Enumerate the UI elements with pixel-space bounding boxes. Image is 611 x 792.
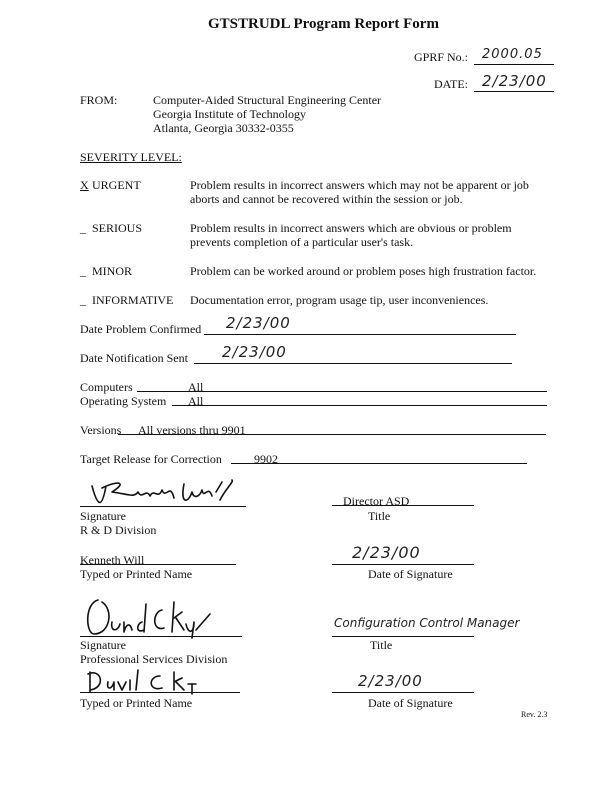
gprf-value: 2000.05 <box>482 47 543 62</box>
severity-urgent-mark: X <box>80 178 89 192</box>
from-line-3: Atlanta, Georgia 30332-0355 <box>153 121 294 135</box>
os-value: All <box>188 394 204 408</box>
severity-minor-mark: _ <box>80 264 86 278</box>
signature-1-line <box>80 506 246 507</box>
title-2-label: Title <box>370 638 393 652</box>
date-signature-2-value: 2/23/00 <box>358 672 423 690</box>
date-confirmed-label: Date Problem Confirmed <box>80 322 202 336</box>
gprf-underline <box>474 64 554 65</box>
severity-heading: SEVERITY LEVEL: <box>80 150 182 164</box>
date-confirmed-value: 2/23/00 <box>226 314 291 332</box>
gprf-label: GPRF No.: <box>414 50 469 64</box>
date-signature-1-line <box>332 564 474 565</box>
date-notification-value: 2/23/00 <box>222 343 287 361</box>
severity-minor-label: MINOR <box>92 264 133 278</box>
date-signature-2-line <box>332 692 474 693</box>
form-title: GTSTRUDL Program Report Form <box>208 16 439 32</box>
date-signature-1-label: Date of Signature <box>368 567 453 581</box>
severity-urgent-label: URGENT <box>92 178 141 192</box>
date-confirmed-line <box>204 334 516 335</box>
severity-informative-desc: Documentation error, program usage tip, user inconveniences. <box>190 293 489 307</box>
computers-value: All <box>188 380 204 394</box>
os-line <box>172 405 547 406</box>
severity-informative-mark: _ <box>80 293 86 307</box>
severity-minor-desc: Problem can be worked around or problem poses high frustration factor. <box>190 264 537 278</box>
name-2-line <box>80 692 240 693</box>
date-value: 2/23/00 <box>482 72 547 90</box>
os-label: Operating System <box>80 394 167 408</box>
signature-1-division: R & D Division <box>80 523 157 537</box>
date-label: DATE: <box>434 77 468 91</box>
name-2-label: Typed or Printed Name <box>80 696 193 710</box>
target-release-label: Target Release for Correction <box>80 452 222 466</box>
computers-label: Computers <box>80 380 133 394</box>
signature-2-division: Professional Services Division <box>80 652 228 666</box>
signature-2-label: Signature <box>80 638 126 652</box>
date-signature-2-label: Date of Signature <box>368 696 453 710</box>
severity-urgent-desc: Problem results in incorrect answers which may not be apparent or job aborts and cannot be recovered within the session or job. <box>190 178 529 206</box>
title-1-value: Director ASD <box>343 494 410 508</box>
date-notification-line <box>194 363 512 364</box>
date-underline <box>474 91 554 92</box>
severity-serious-mark: _ <box>80 221 86 235</box>
signature-1-label: Signature <box>80 509 126 523</box>
severity-informative-label: INFORMATIVE <box>92 293 174 307</box>
signature-2-handwriting <box>84 596 214 638</box>
versions-value: All versions thru 9901 <box>138 423 246 437</box>
target-release-value: 9902 <box>254 452 278 466</box>
signature-2-line <box>80 636 242 637</box>
from-line-1: Computer-Aided Structural Engineering Center <box>153 93 382 107</box>
title-2-line <box>332 636 474 637</box>
printed-name-2-handwriting <box>86 668 202 694</box>
date-signature-1-value: 2/23/00 <box>352 543 421 562</box>
revision-label: Rev. 2.3 <box>521 710 548 719</box>
title-2-value: Configuration Control Manager <box>334 616 520 630</box>
title-1-label: Title <box>368 509 391 523</box>
from-line-2: Georgia Institute of Technology <box>153 107 307 121</box>
name-1-label: Typed or Printed Name <box>80 567 193 581</box>
date-notification-label: Date Notification Sent <box>80 351 188 365</box>
from-label: FROM: <box>80 93 118 107</box>
severity-serious-desc: Problem results in incorrect answers which are obvious or problem prevents completion of a particular user's task. <box>190 221 512 249</box>
severity-serious-label: SERIOUS <box>92 221 143 235</box>
name-1-value: Kenneth Will <box>80 553 145 567</box>
versions-label: Versions <box>80 423 122 437</box>
